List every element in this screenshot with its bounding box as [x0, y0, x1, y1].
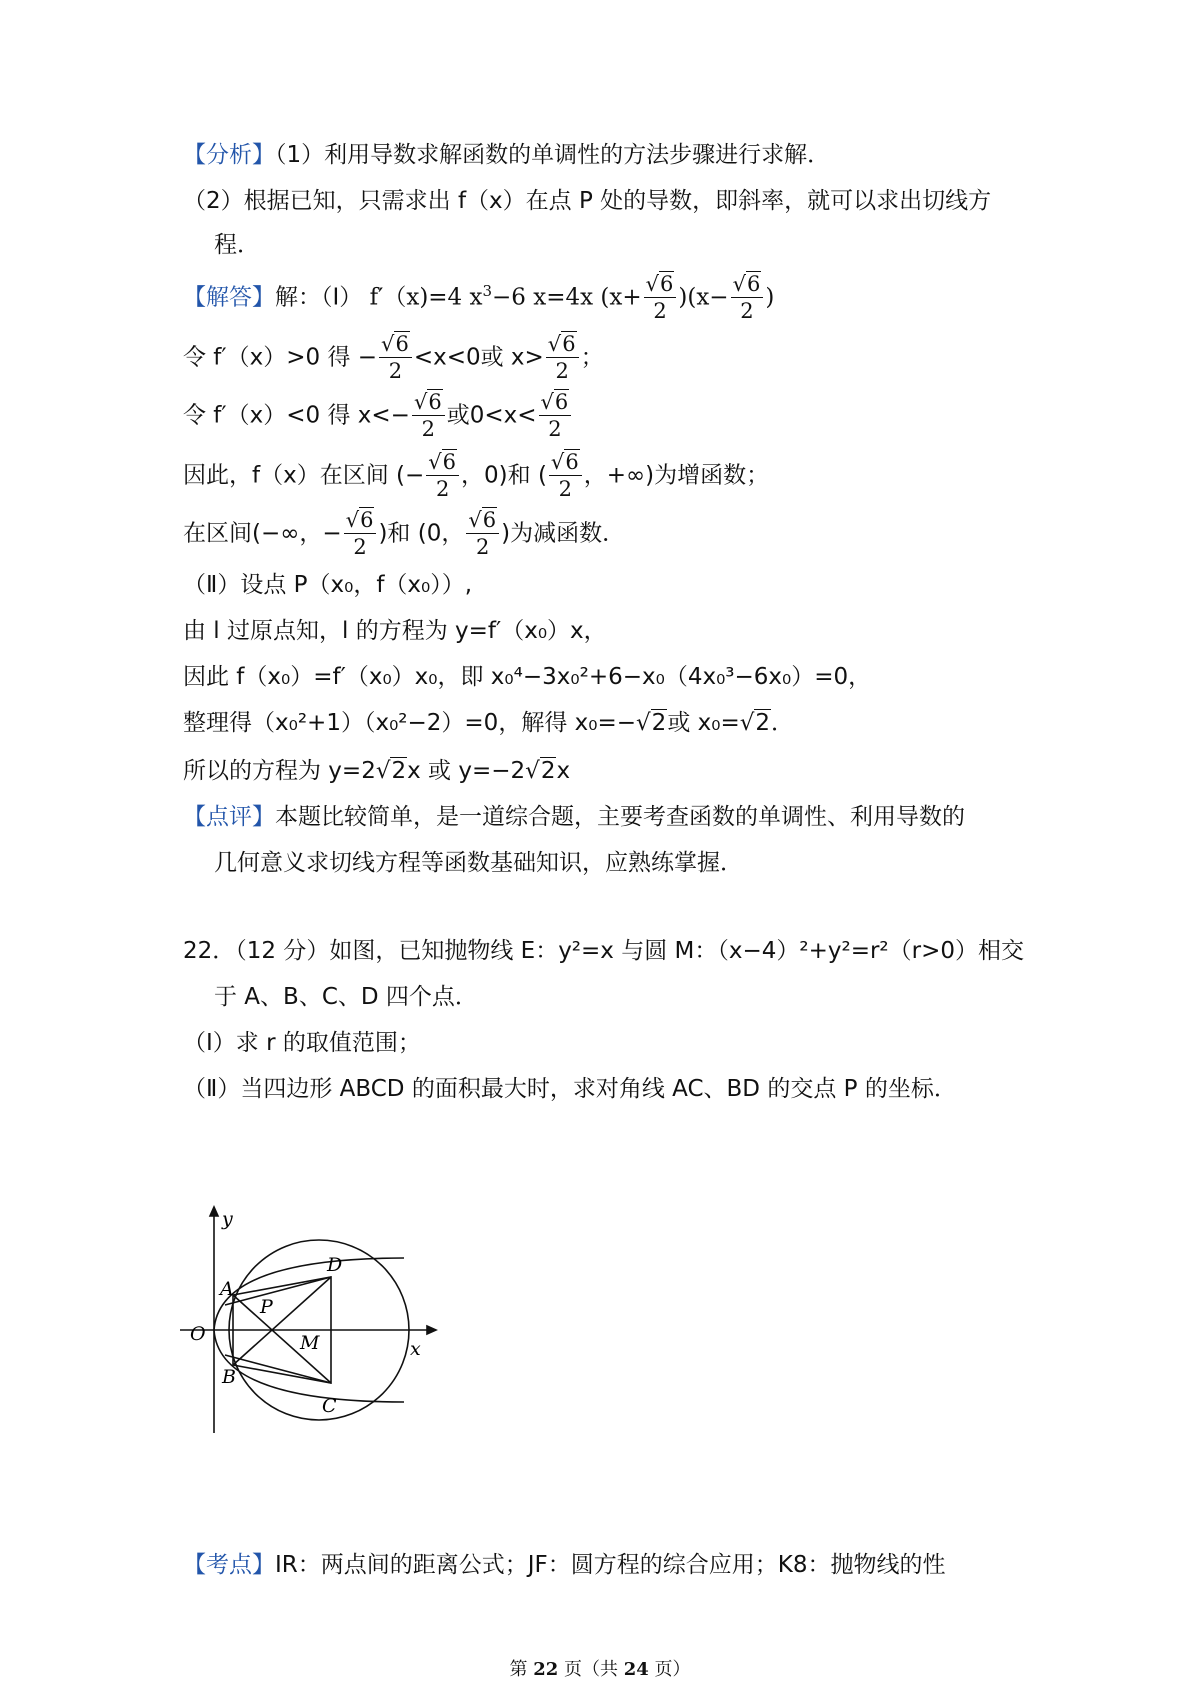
origin-label: O	[190, 1323, 206, 1345]
analysis-line-2: （2）根据已知，只需求出 f（x）在点 P 处的导数，即斜率，就可以求出切线方	[183, 188, 992, 214]
kaodian-line: 【考点】IR：两点间的距离公式；JF：圆方程的综合应用；K8：抛物线的性	[183, 1552, 946, 1578]
fraction-sqrt6-over-2: $\frac{√6}{2}$	[549, 452, 582, 500]
solution-part2-line-1: （Ⅱ）设点 P（x₀，f（x₀））,	[183, 572, 473, 598]
comment-line-2: 几何意义求切线方程等函数基础知识，应熟练掌握．	[214, 850, 743, 876]
fraction-sqrt6-over-2: $\frac{√6}{2}$	[466, 510, 499, 558]
fraction-sqrt6-over-2: $\frac{√6}{2}$	[644, 274, 677, 322]
analysis-text-1: （1）利用导数求解函数的单调性的方法步骤进行求解．	[275, 142, 831, 168]
solution-derivative-line: 【解答】解：（Ⅰ） f′（x)=4 $x^3-6$ x=4x (x+ $\frac{√6}{2}$ )(x− $\frac{√6}{2}$ )	[183, 272, 775, 324]
problem22-line-4: （Ⅱ）当四边形 ABCD 的面积最大时，求对角线 AC、BD 的交点 P 的坐标．	[183, 1076, 957, 1102]
analysis-line-3: 程．	[214, 232, 260, 258]
solution-part2-line-2: 由 l 过原点知，l 的方程为 y=f′（x₀）x，	[183, 618, 607, 644]
solution-increasing-line: 因此，f（x）在区间 (− $\frac{√6}{2}$ ，0)和 ( $\frac{√6}{2}$ ，+∞)为增函数；	[183, 450, 770, 501]
problem22-line-3: （Ⅰ）求 r 的取值范围；	[183, 1030, 421, 1056]
page-footer: 第 22 页（共 24 页）	[509, 1659, 691, 1680]
x-axis-label: x	[410, 1338, 421, 1360]
problem22-line-2: 于 A、B、C、D 四个点．	[214, 984, 478, 1010]
y-axis-label: y	[222, 1208, 233, 1230]
fraction-sqrt6-over-2: $\frac{√6}{2}$	[426, 452, 459, 500]
solution-part2-line-4: 整理得（x₀²+1）（x₀²−2）=0，解得 x₀=−√2或 x₀=√2．	[183, 710, 795, 736]
fraction-sqrt6-over-2: $\frac{√6}{2}$	[731, 274, 764, 322]
point-c-label: C	[322, 1395, 337, 1417]
point-d-label: D	[327, 1254, 343, 1276]
point-p-label: P	[260, 1296, 273, 1318]
solution-decreasing-line: 在区间(−∞，− $\frac{√6}{2}$ )和 (0， $\frac{√6}{2}$ )为减函数．	[183, 508, 626, 559]
fraction-sqrt6-over-2: $\frac{√6}{2}$	[379, 334, 412, 382]
solution-part2-line-3: 因此 f（x₀）=f′（x₀）x₀，即 x₀⁴−3x₀²+6−x₀（4x₀³−6x₀）=0，	[183, 664, 872, 690]
current-page: 22	[533, 1659, 559, 1680]
comment-line-1: 【点评】本题比较简单，是一道综合题，主要考查函数的单调性、利用导数的	[183, 804, 965, 830]
point-a-label: A	[220, 1278, 234, 1300]
y-axis-arrow	[210, 1207, 218, 1216]
x-axis-arrow	[427, 1326, 436, 1334]
fraction-sqrt6-over-2: $\frac{√6}{2}$	[344, 510, 377, 558]
solution-positive-line: 令 f′（x）>0 得 − $\frac{√6}{2}$ <x<0或 x> $\frac{√6}{2}$ ；	[183, 332, 604, 383]
parabola-circle-figure	[180, 1205, 460, 1437]
point-b-label: B	[222, 1366, 236, 1388]
point-m-label: M	[300, 1332, 320, 1354]
analysis-tag: 【分析】	[183, 142, 275, 168]
kaodian-tag: 【考点】	[183, 1552, 275, 1578]
problem22-line-1: 22．（12 分）如图，已知抛物线 E：y²=x 与圆 M：（x−4）²+y²=r²（r>0）相交	[183, 938, 1025, 964]
fraction-sqrt6-over-2: $\frac{√6}{2}$	[539, 392, 572, 440]
analysis-line-1	[183, 138, 830, 172]
solution-part2-line-5: 所以的方程为 y=2√2x 或 y=−2√2x	[183, 758, 571, 784]
total-pages: 24	[623, 1659, 649, 1680]
solution-negative-line: 令 f′（x）<0 得 x<− $\frac{√6}{2}$ 或0<x< $\frac{√6}{2}$	[183, 392, 573, 440]
solution-tag: 【解答】	[183, 284, 275, 311]
fraction-sqrt6-over-2: $\frac{√6}{2}$	[412, 392, 445, 440]
comment-tag: 【点评】	[183, 804, 275, 830]
fraction-sqrt6-over-2: $\frac{√6}{2}$	[546, 334, 579, 382]
